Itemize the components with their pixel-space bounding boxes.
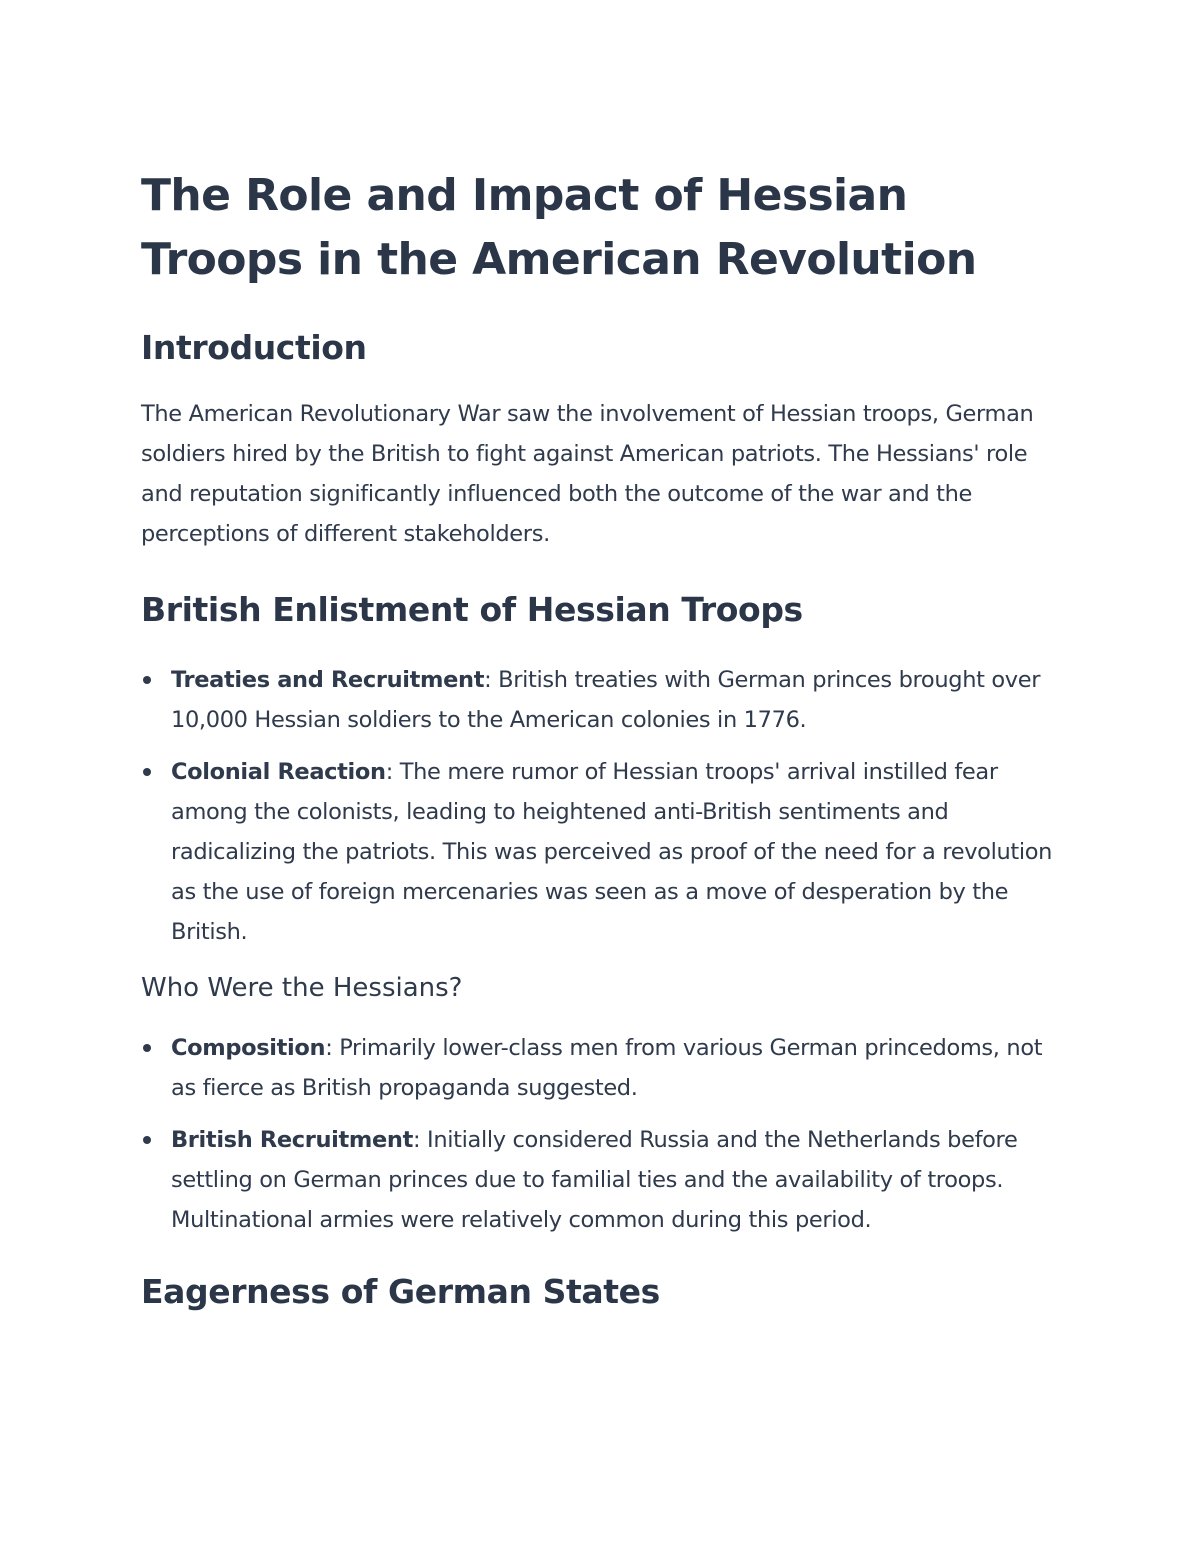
section-heading-introduction: Introduction bbox=[141, 328, 367, 367]
bullet-icon bbox=[143, 1136, 151, 1144]
subsection-heading-who-were-the-hessians: Who Were the Hessians? bbox=[141, 973, 463, 1003]
document-page bbox=[141, 160, 1071, 1314]
bullet-icon bbox=[143, 768, 151, 776]
enlistment-list bbox=[141, 660, 1071, 952]
document-title: The Role and Impact of Hessian Troops in the American Revolution bbox=[141, 170, 977, 285]
list-item bbox=[141, 752, 1071, 952]
list-item-text: : British treaties with German princes brought over 10,000 Hessian soldiers to the American colonies in 1776. bbox=[171, 667, 1041, 733]
section-heading-british-enlistment: British Enlistment of Hessian Troops bbox=[141, 590, 803, 629]
introduction-paragraph: The American Revolutionary War saw the involvement of Hessian troops, German soldiers hired by the British to fight against American patriots. The Hessians' role and reputation significantly influenced both the outcome of the war and the perceptions of different stakeholders. bbox=[141, 401, 1034, 547]
list-item bbox=[141, 660, 1071, 740]
list-item-term: British Recruitment bbox=[171, 1127, 414, 1153]
list-item bbox=[141, 1028, 1071, 1108]
list-item-term: Composition bbox=[171, 1035, 326, 1061]
who-list bbox=[141, 1028, 1071, 1240]
list-item-text: : The mere rumor of Hessian troops' arrival instilled fear among the colonists, leading to heightened anti-British sentiments and radicalizing the patriots. This was perceived as proof of the need for a revolution as the use of foreign mercenaries was seen as a move of desperation by the British. bbox=[171, 759, 1053, 945]
list-item-text: : Initially considered Russia and the Netherlands before settling on German princes due to familial ties and the availability of troops. Multinational armies were relatively common during this period. bbox=[171, 1127, 1018, 1233]
bullet-icon bbox=[143, 1044, 151, 1052]
list-item-term: Treaties and Recruitment bbox=[171, 667, 485, 693]
list-item-term: Colonial Reaction bbox=[171, 759, 386, 785]
section-heading-eagerness-of-german-states: Eagerness of German States bbox=[141, 1272, 660, 1311]
bullet-icon bbox=[143, 676, 151, 684]
list-item-text: : Primarily lower-class men from various German princedoms, not as fierce as British propaganda suggested. bbox=[171, 1035, 1043, 1101]
list-item bbox=[141, 1120, 1071, 1240]
